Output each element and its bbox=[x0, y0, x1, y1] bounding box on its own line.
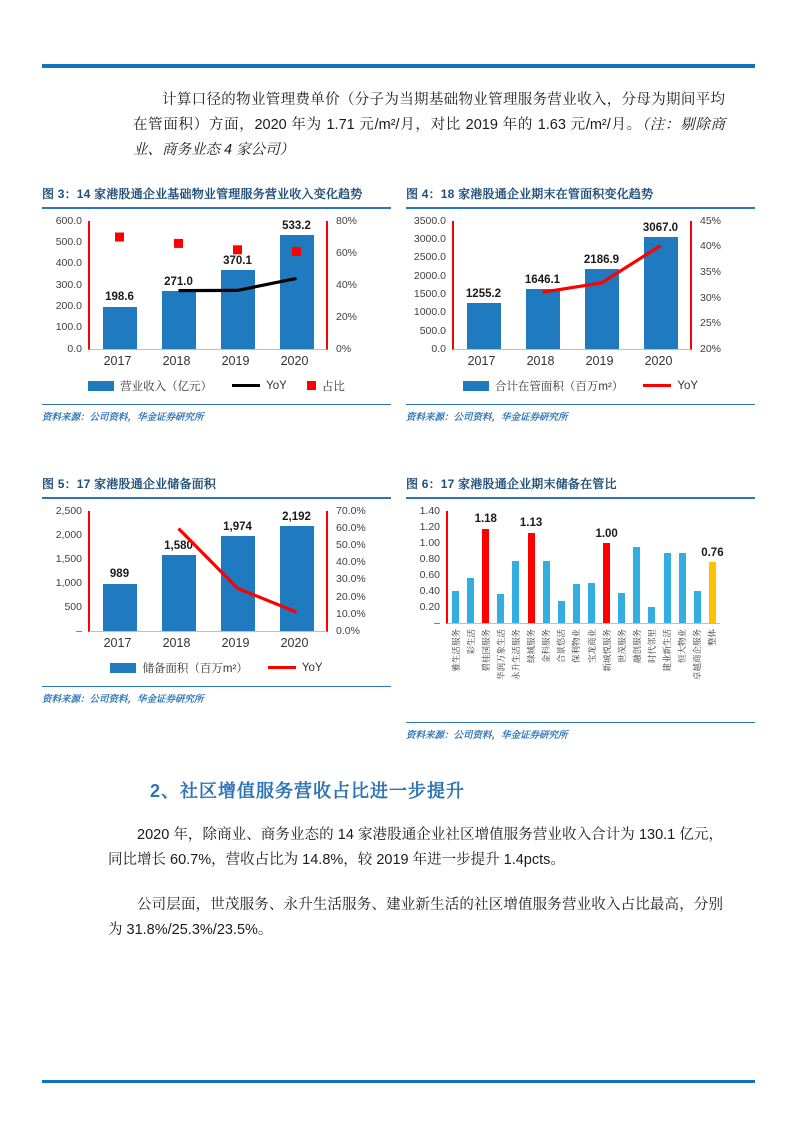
x-slot bbox=[446, 626, 461, 712]
x-slot bbox=[206, 354, 265, 368]
x-axis-label: 2020 bbox=[644, 353, 673, 368]
bar-value-label: 3067.0 bbox=[642, 221, 679, 234]
x-slot bbox=[703, 626, 718, 712]
axis-tick-label: – bbox=[434, 616, 440, 629]
figure-3-chart bbox=[42, 214, 391, 394]
bar-slot bbox=[690, 511, 705, 623]
axis-tick-label: 80% bbox=[336, 214, 358, 227]
figure-grid bbox=[42, 183, 755, 741]
axis-tick-label: 35% bbox=[700, 266, 722, 278]
x-slot bbox=[506, 626, 521, 712]
axis-tick-label: 60.0% bbox=[336, 521, 366, 534]
axis-tick-label: 45% bbox=[700, 214, 722, 227]
series-overlay bbox=[454, 221, 690, 349]
figure-3-source: 资料来源：公司资料，华金证券研究所 bbox=[42, 404, 391, 423]
axis-tick-label: 0.0 bbox=[67, 342, 82, 355]
bar-slot bbox=[463, 511, 478, 623]
bar-value-label: 370.1 bbox=[223, 254, 252, 267]
series-overlay bbox=[90, 511, 326, 631]
x-slot bbox=[265, 354, 324, 368]
right-axis-ticks bbox=[692, 214, 736, 355]
x-slot bbox=[612, 626, 627, 712]
x-slot bbox=[461, 626, 476, 712]
axis-tick-label: 1500.0 bbox=[413, 287, 446, 300]
bar bbox=[709, 562, 716, 623]
legend-label: YoY bbox=[266, 379, 287, 392]
bar-slot bbox=[701, 511, 724, 623]
bar bbox=[648, 607, 655, 623]
ratio-marker bbox=[174, 239, 183, 248]
legend bbox=[42, 660, 391, 676]
x-slot bbox=[642, 626, 657, 712]
left-axis-ticks bbox=[406, 214, 452, 355]
bar-swatch-icon bbox=[463, 381, 489, 391]
axis-tick-label: 0.0% bbox=[336, 624, 360, 637]
axis-tick-label: 70.0% bbox=[336, 504, 366, 517]
intro-text: 计算口径的物业管理费单价（分子为当期基础物业管理服务营业收入，分母为期间平均在管面积）方面，2020 年为 1.71 元/m²/月，对比 2019 年的 1.63 元/m²/月。 bbox=[133, 92, 725, 133]
plot-area bbox=[88, 511, 328, 632]
axis-tick-label: 1,000 bbox=[55, 576, 82, 589]
left-axis-ticks bbox=[42, 504, 88, 637]
legend-item bbox=[643, 380, 698, 392]
left-axis-ticks bbox=[406, 504, 446, 629]
bar bbox=[603, 543, 610, 623]
x-slot bbox=[522, 626, 537, 712]
x-slot bbox=[567, 626, 582, 712]
axis-tick-label: 500.0 bbox=[419, 324, 446, 337]
bar-value-label: 271.0 bbox=[164, 276, 193, 288]
bar bbox=[618, 593, 625, 623]
x-axis-label: 2020 bbox=[280, 353, 309, 368]
bar-slot bbox=[539, 511, 554, 623]
bar-slot bbox=[554, 511, 569, 623]
x-slot bbox=[88, 354, 147, 368]
x-axis-label: 新城悦服务 bbox=[601, 628, 612, 672]
figure-4 bbox=[406, 183, 755, 423]
x-slot bbox=[476, 626, 491, 712]
figure-6-chart bbox=[406, 504, 755, 712]
series-overlay bbox=[90, 221, 326, 349]
axis-tick-label: – bbox=[76, 624, 82, 637]
bar-value-label: 2,192 bbox=[282, 510, 311, 523]
x-axis-label: 2018 bbox=[162, 353, 191, 368]
axis-tick-label: 1.40 bbox=[419, 504, 440, 517]
axis-tick-label: 600.0 bbox=[55, 214, 82, 227]
bar-value-label: 0.76 bbox=[701, 547, 724, 560]
axis-tick-label: 1.00 bbox=[419, 536, 440, 549]
axis-tick-label: 100.0 bbox=[55, 321, 82, 334]
axis-tick-label: 0% bbox=[336, 342, 352, 355]
legend-label: 储备面积（百万m²） bbox=[142, 662, 248, 675]
axis-tick-label: 3500.0 bbox=[413, 214, 446, 227]
figure-6-source: 资料来源：公司资料，华金证券研究所 bbox=[406, 722, 755, 741]
x-axis-label: 合景悠活 bbox=[556, 628, 567, 663]
figure-6-title: 图 6：17 家港股通企业期末储备在管比 bbox=[406, 473, 755, 499]
axis-tick-label: 1.20 bbox=[419, 520, 440, 533]
left-axis-ticks bbox=[42, 214, 88, 355]
axis-tick-label: 500.0 bbox=[55, 236, 82, 249]
x-axis-label: 宝龙商业 bbox=[586, 628, 597, 663]
figure-4-title: 图 4：18 家港股通企业期末在管面积变化趋势 bbox=[406, 183, 755, 209]
bar bbox=[633, 547, 640, 623]
axis-tick-label: 20% bbox=[700, 342, 722, 355]
x-axis-label: 建业新生活 bbox=[662, 628, 673, 672]
bar-slot bbox=[660, 511, 675, 623]
figure-5 bbox=[42, 473, 391, 741]
x-axis-label: 卓越商企服务 bbox=[692, 628, 703, 680]
x-axis-label: 2018 bbox=[526, 353, 555, 368]
plot-area bbox=[88, 221, 328, 350]
right-axis-ticks bbox=[328, 214, 372, 355]
bar-slot bbox=[644, 511, 659, 623]
x-axis-label: 2017 bbox=[467, 353, 496, 368]
square-swatch-icon bbox=[307, 381, 316, 390]
axis-tick-label: 30% bbox=[700, 291, 722, 304]
bar bbox=[543, 561, 550, 623]
bar-swatch-icon bbox=[88, 381, 114, 391]
figure-3-title: 图 3：14 家港股通企业基础物业管理服务营业收入变化趋势 bbox=[42, 183, 391, 209]
bar-slot bbox=[474, 511, 497, 623]
x-axis-label: 2020 bbox=[280, 635, 309, 650]
x-slot bbox=[206, 636, 265, 650]
x-axis-label: 整体 bbox=[707, 628, 718, 646]
legend-label: 营业收入（亿元） bbox=[120, 380, 213, 393]
x-axis-label: 融创服务 bbox=[631, 628, 642, 663]
intro-paragraph bbox=[133, 88, 725, 163]
legend-label: YoY bbox=[301, 661, 323, 674]
axis-tick-label: 0.40 bbox=[419, 584, 440, 597]
x-axis-label: 彩生活 bbox=[465, 628, 476, 655]
x-slot bbox=[265, 636, 324, 650]
x-axis-label: 碧桂园服务 bbox=[480, 628, 491, 672]
intro-note: （注：剔除商业、商务业态 4 家公司） bbox=[133, 116, 725, 158]
body-paragraph-1: 2020 年，除商业、商务业态的 14 家港股通企业社区增值服务营业收入合计为 130.1 亿元，同比增长 60.7%，营收占比为 14.8%，较 2019 年进一步提升 1.4pcts。 bbox=[108, 826, 723, 868]
figure-4-chart bbox=[406, 214, 755, 394]
x-slot bbox=[537, 626, 552, 712]
x-slot bbox=[552, 626, 567, 712]
axis-tick-label: 30.0% bbox=[336, 573, 366, 586]
x-axis-label: 世茂服务 bbox=[616, 628, 627, 663]
bar bbox=[679, 553, 686, 623]
axes-row bbox=[406, 214, 755, 355]
bar-slot bbox=[569, 511, 584, 623]
axis-tick-label: 400.0 bbox=[55, 257, 82, 270]
bar-value-label: 1,580 bbox=[164, 539, 193, 552]
x-slot bbox=[582, 626, 597, 712]
x-axis-label: 2017 bbox=[103, 353, 132, 368]
x-slot bbox=[147, 354, 206, 368]
bar bbox=[528, 533, 535, 623]
x-slot bbox=[511, 354, 570, 368]
figure-5-chart bbox=[42, 504, 391, 676]
axes-row bbox=[42, 214, 391, 355]
x-slot bbox=[673, 626, 688, 712]
bar bbox=[452, 591, 459, 623]
x-axis-labels bbox=[88, 636, 324, 650]
bar-value-label: 1.13 bbox=[519, 517, 543, 530]
axis-tick-label: 300.0 bbox=[55, 278, 82, 291]
figure-5-title: 图 5：17 家港股通企业储备面积 bbox=[42, 473, 391, 499]
line-swatch-icon bbox=[268, 666, 296, 669]
x-axis-label: 恒大物业 bbox=[677, 628, 688, 663]
axis-tick-label: 10.0% bbox=[336, 607, 366, 620]
figure-4-source: 资料来源：公司资料，华金证券研究所 bbox=[406, 404, 755, 423]
bar-swatch-icon bbox=[110, 663, 136, 673]
axis-tick-label: 20.0% bbox=[336, 590, 366, 603]
axis-tick-label: 1000.0 bbox=[413, 306, 446, 319]
x-axis-label: 2017 bbox=[103, 635, 132, 650]
bar bbox=[482, 529, 489, 623]
legend bbox=[406, 378, 755, 394]
bar-slot bbox=[595, 511, 618, 623]
ratio-marker bbox=[115, 232, 124, 241]
bar-value-label: 989 bbox=[109, 568, 130, 581]
yoy-line bbox=[179, 528, 297, 612]
x-axis-label: 2019 bbox=[221, 353, 250, 368]
bar bbox=[467, 578, 474, 623]
x-axis-label: 2018 bbox=[162, 635, 191, 650]
x-axis-label: 金科服务 bbox=[541, 628, 552, 663]
axis-tick-label: 0.20 bbox=[419, 600, 440, 613]
bar bbox=[558, 601, 565, 623]
bar-value-label: 533.2 bbox=[282, 220, 311, 233]
x-slot bbox=[658, 626, 673, 712]
axes-row bbox=[406, 504, 755, 629]
ratio-marker bbox=[233, 245, 242, 254]
legend-item bbox=[307, 378, 345, 394]
bar-value-label: 1646.1 bbox=[524, 273, 561, 286]
axis-tick-label: 2000.0 bbox=[413, 269, 446, 282]
bar-slot bbox=[493, 511, 508, 623]
legend bbox=[42, 378, 391, 394]
ratio-marker bbox=[292, 247, 301, 256]
header-rule bbox=[42, 64, 755, 68]
axis-tick-label: 2,500 bbox=[55, 504, 82, 517]
axis-tick-label: 0.0 bbox=[431, 342, 446, 355]
bar bbox=[512, 561, 519, 623]
x-slot bbox=[452, 354, 511, 368]
body-paragraph-2: 公司层面，世茂服务、永升生活服务、建业新生活的社区增值服务营业收入占比最高，分别为 31.8%/25.3%/23.5%。 bbox=[108, 896, 723, 938]
axis-tick-label: 0.60 bbox=[419, 568, 440, 581]
legend-item bbox=[88, 378, 212, 394]
axis-tick-label: 2500.0 bbox=[413, 251, 446, 264]
page-content bbox=[0, 80, 793, 943]
line-swatch-icon bbox=[643, 384, 671, 387]
x-axis-label: 永升生活服务 bbox=[510, 628, 521, 680]
axis-tick-label: 25% bbox=[700, 317, 722, 330]
bar-slot bbox=[519, 511, 543, 623]
figure-6 bbox=[406, 473, 755, 741]
axis-tick-label: 40% bbox=[336, 278, 358, 291]
bar-value-label: 1.00 bbox=[595, 527, 618, 540]
legend-item bbox=[232, 380, 287, 392]
bar bbox=[664, 553, 671, 623]
x-axis-label: 2019 bbox=[585, 353, 614, 368]
axis-tick-label: 50.0% bbox=[336, 539, 366, 552]
x-axis-labels bbox=[446, 626, 718, 712]
x-axis-label: 时代邻里 bbox=[646, 628, 657, 663]
x-slot bbox=[629, 354, 688, 368]
axis-tick-label: 40.0% bbox=[336, 556, 366, 569]
figure-5-source: 资料来源：公司资料，华金证券研究所 bbox=[42, 686, 391, 705]
bar bbox=[573, 584, 580, 623]
x-slot bbox=[491, 626, 506, 712]
bar bbox=[588, 583, 595, 623]
x-axis-label: 保利物业 bbox=[571, 628, 582, 663]
yoy-line bbox=[543, 245, 661, 292]
bars-layer bbox=[448, 511, 724, 623]
bar-value-label: 198.6 bbox=[105, 291, 134, 304]
legend-label: YoY bbox=[677, 379, 699, 392]
x-slot bbox=[627, 626, 642, 712]
axes-row bbox=[42, 504, 391, 637]
bar bbox=[694, 591, 701, 623]
x-axis-label: 绿城服务 bbox=[526, 628, 537, 663]
axis-tick-label: 0.80 bbox=[419, 552, 440, 565]
x-axis-labels bbox=[452, 354, 688, 368]
right-axis-ticks bbox=[328, 504, 374, 637]
axis-tick-label: 500 bbox=[64, 600, 82, 613]
legend-item bbox=[268, 662, 323, 674]
x-slot bbox=[597, 626, 612, 712]
section-heading: 2、社区增值服务营收占比进一步提升 bbox=[150, 780, 466, 801]
axis-tick-label: 200.0 bbox=[55, 300, 82, 313]
bar-slot bbox=[614, 511, 629, 623]
figure-3 bbox=[42, 183, 391, 423]
plot-area bbox=[446, 511, 724, 624]
bar-value-label: 2186.9 bbox=[583, 253, 620, 266]
x-slot bbox=[147, 636, 206, 650]
axis-tick-label: 2,000 bbox=[55, 528, 82, 541]
legend-label: 占比 bbox=[321, 380, 345, 393]
axis-tick-label: 60% bbox=[336, 246, 358, 259]
x-slot bbox=[88, 636, 147, 650]
plot-area bbox=[452, 221, 692, 350]
legend-item bbox=[110, 660, 247, 676]
legend-item bbox=[463, 378, 623, 394]
x-axis-label: 华润万象生活 bbox=[495, 628, 506, 680]
x-axis-label: 雅生活服务 bbox=[450, 628, 461, 672]
legend-label: 合计在管面积（百万m²） bbox=[494, 380, 624, 393]
bar-slot bbox=[448, 511, 463, 623]
x-axis-labels bbox=[88, 354, 324, 368]
axis-tick-label: 40% bbox=[700, 240, 722, 253]
bar-slot bbox=[629, 511, 644, 623]
bar-value-label: 1.18 bbox=[474, 513, 497, 526]
x-axis-label: 2019 bbox=[221, 635, 250, 650]
x-slot bbox=[688, 626, 703, 712]
yoy-line bbox=[179, 278, 297, 290]
bar-value-label: 1,974 bbox=[223, 521, 252, 534]
axis-tick-label: 3000.0 bbox=[413, 233, 446, 246]
footer-rule bbox=[42, 1080, 755, 1083]
bar bbox=[497, 594, 504, 623]
bar-slot bbox=[675, 511, 690, 623]
line-swatch-icon bbox=[232, 384, 260, 387]
bar-value-label: 1255.2 bbox=[465, 287, 502, 300]
axis-tick-label: 20% bbox=[336, 310, 358, 323]
x-slot bbox=[570, 354, 629, 368]
axis-tick-label: 1,500 bbox=[55, 552, 82, 565]
